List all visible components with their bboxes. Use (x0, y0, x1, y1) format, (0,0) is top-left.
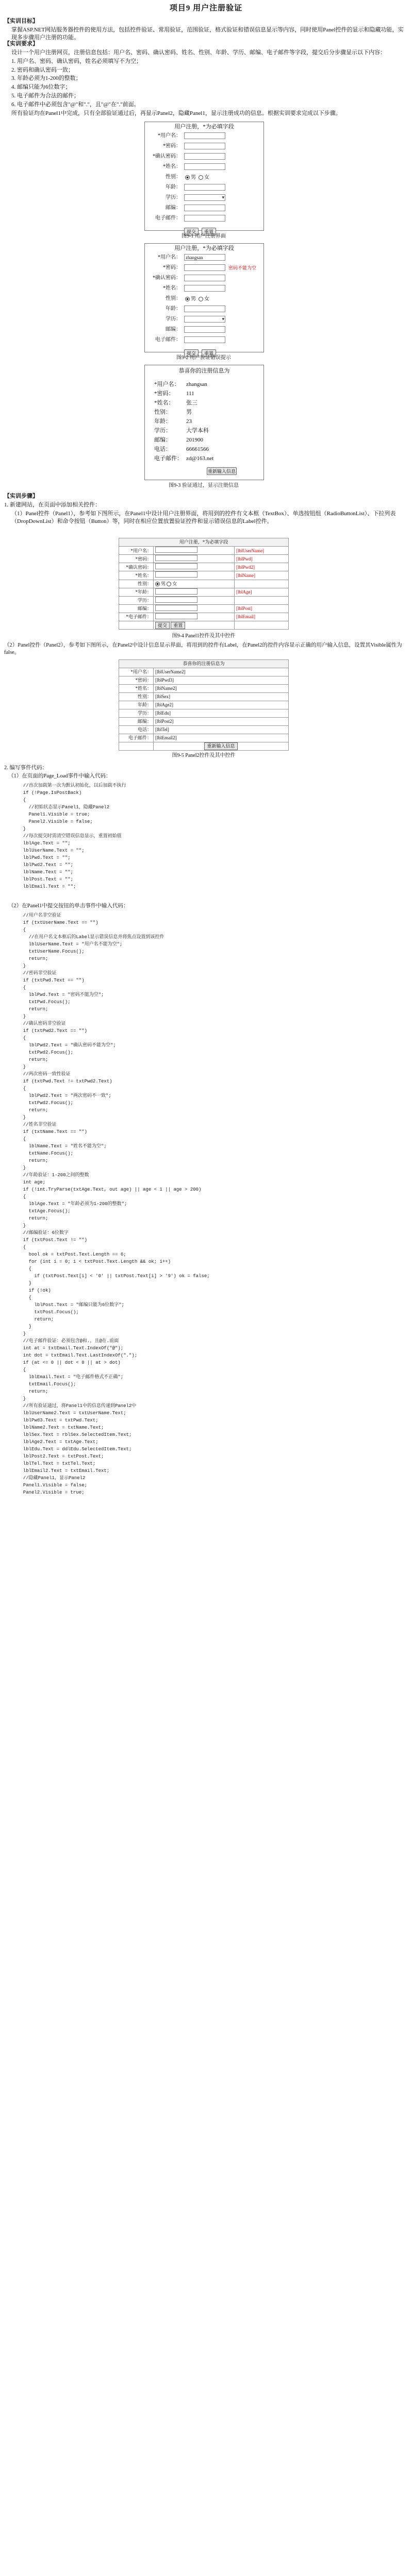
label-postcode: 邮编： (166, 327, 181, 332)
task-paragraph-2: 所有验证均在Panel1中完成，只有全部验证通过后，再显示Panel2，隐藏Panel1，显示注册成功的信息。根据实训要求完成以下步骤。 (11, 110, 341, 116)
row-label: 性别： (119, 580, 154, 588)
textbox-placeholder[interactable] (155, 571, 197, 578)
label-age: 年龄： (166, 184, 181, 190)
row-value: [lblEdu] (154, 709, 289, 718)
row-label: *姓名： (119, 685, 154, 693)
radio-male-icon[interactable] (155, 582, 160, 586)
row-value: [lblPost2] (154, 718, 289, 726)
name-input[interactable] (184, 285, 225, 292)
table-row (119, 676, 289, 685)
error-label: [lblUserName] (235, 547, 289, 555)
label-email: 电子邮件： (155, 215, 181, 221)
error-label: [lblName] (235, 571, 289, 580)
row-value: [lblEmail2] (154, 734, 289, 742)
steps-section (4, 493, 408, 526)
table-row (119, 701, 289, 709)
figure-3-success-info (144, 365, 264, 480)
row-value: [lblPwd3] (154, 676, 289, 685)
info-key: 学历： (154, 428, 171, 434)
education-select[interactable] (184, 316, 225, 323)
goal-paragraph: 掌握ASP.NET网站服务器控件的使用方法，包括控件验证、常用验证，范围验证，格式验证和错误信息显示等内容，同时使用Panel控件的显示和隐藏功能，实现多步骤用户注册的功能。 (11, 26, 404, 41)
step-2-2: （2）在Panel1中提交按钮的单击事件中输入代码： (8, 903, 129, 909)
submit-button[interactable]: 提交 (155, 622, 170, 629)
row-label: *姓名： (119, 571, 154, 580)
radio-male-label: 男 (191, 175, 196, 180)
reset-button[interactable]: 重置 (171, 622, 185, 629)
info-key: 电子邮件： (154, 455, 183, 462)
figure-4-caption: 图9-4 Panel1控件及其中控件 (172, 633, 236, 639)
task-item: 4. 邮编只能为6位数字； (11, 84, 71, 91)
age-input[interactable] (184, 306, 225, 312)
info-key: 年龄： (154, 418, 171, 425)
table-row (119, 604, 289, 613)
textbox-placeholder[interactable] (155, 563, 197, 569)
row-value: [lblUserName2] (154, 668, 289, 676)
step-1: 1. 新建网站，在页面中添加相关控件： (4, 501, 101, 508)
reset-button[interactable]: 重置 (202, 349, 216, 357)
radio-female-icon[interactable] (167, 582, 171, 586)
radio-male-icon[interactable] (185, 175, 190, 180)
label-email: 电子邮件： (155, 337, 181, 343)
figure-1-caption: 图9-1 用户注册界面 (182, 233, 226, 239)
row-label: 邮编： (119, 604, 154, 613)
confirm-password-input[interactable] (184, 275, 225, 281)
error-label: [lblAge] (235, 588, 289, 596)
label-confirm-password: *确认密码： (153, 275, 181, 281)
row-label: *电子邮件： (119, 613, 154, 621)
step-1-2: （2）Panel控件（Panel2），参考如下图所示，在Panel2中设计信息显示界面，将用到的控件有Label，在Panel2的控件内容显示正确的用户输入信息，设置其Visible属性为false。 (4, 642, 402, 656)
info-value: 111 (186, 391, 194, 397)
gender-radio-group[interactable] (185, 174, 209, 181)
table-row (119, 596, 289, 604)
table-head: 恭喜你的注册信息为 (119, 660, 289, 668)
radio-male-label: 男 (161, 581, 166, 586)
error-label: [lblPwd2] (235, 563, 289, 571)
textbox-placeholder[interactable] (155, 588, 197, 595)
radio-female-label: 女 (172, 581, 177, 586)
table-row (119, 668, 289, 676)
password-input[interactable] (184, 264, 225, 271)
panel1-design-table (119, 538, 289, 630)
error-label (235, 596, 289, 604)
error-label: [lblPwd] (235, 555, 289, 563)
info-key: 性别： (154, 409, 171, 415)
table-row (119, 580, 289, 588)
info-value: zd@163.net (186, 455, 214, 462)
task-item: 5. 电子邮件为合法的邮件； (11, 93, 79, 99)
row-label: 邮编： (119, 718, 154, 726)
form-heading: 用户注册，*为必填字段 (174, 245, 234, 251)
reenter-info-button[interactable]: 重新输入信息 (207, 467, 237, 475)
step-2: 2. 编写事件代码： (4, 765, 47, 771)
row-label: *密码： (119, 555, 154, 563)
task-item: 2. 密码和确认密码一致； (11, 66, 74, 73)
task-item: 6. 电子邮件中必须包含"@"和"."，且"@"在"."前面。 (11, 101, 140, 108)
table-row (119, 685, 289, 693)
table-head: 用户注册，*为必填字段 (119, 538, 289, 547)
email-input[interactable] (184, 336, 225, 343)
education-select[interactable] (184, 194, 225, 201)
username-input[interactable] (184, 132, 225, 139)
table-row (119, 588, 289, 596)
page-title: 项目9 用户注册验证 (169, 4, 243, 12)
label-password: *密码： (163, 265, 181, 270)
info-key: 电话： (154, 446, 171, 452)
info-value: 201900 (186, 437, 203, 443)
label-name: *姓名： (163, 164, 181, 170)
label-username: *用户名： (158, 255, 181, 260)
task-heading: 【实训要求】 (4, 41, 38, 47)
info-value: zhangsan (186, 381, 207, 387)
row-label: 性别： (119, 693, 154, 701)
submit-button[interactable]: 提交 (184, 228, 199, 235)
code-submit-click: //用户名非空验证 if (txtUserName.Text == "") { //在用户名文本框后的Label显示错误信息并将焦点设置到该控件 lblUserName.Text = "用户名不能为空"; txtUserName.Focus(); return; } //密码非空验证 if (txtPwd.Text == "") { lblPwd.Text = "密码不能为空"; txtPwd.Focus(); return; } //确认密码非空验证 if (txtPwd2.Text == "") { lblPwd2.Text = "确认密码不能为空"; txtPwd2.Focus(); return; } //两次密码一致性验证 if (txtPwd.Text != txtPwd2.Text) { lblPwd2.Text = "两次密码不一致"; txtPwd2.Focus(); return; } //姓名非空验证 if (txtName.Text == "") { lblName.Text = "姓名不能为空"; txtName.Focus(); return; } //年龄验证：1-200之间的整数 int age; if (!int.TryParse(txtAge.Text, out age) || age < 1 || age > 200) { lblAge.Text = "年龄必须为1-200的整数"; txtAge.Focus(); return; } //邮编验证：6位数字 if (txtPost.Text != "") { bool ok = txtPost.Text.Length == 6; for (int i = 0; i < txtPost.Text.Length && ok; i++) { if (txtPost.Text[i] < '0' || txtPost.Text[i] > '9') ok = false; } if (!ok) { lblPost.Text = "邮编只能为6位数字"; txtPost.Focus(); return; } } //电子邮件验证：必须包含@和.，且@在.前面 int at = txtEmail.Text.IndexOf("@"); int dot = txtEmail.Text.LastIndexOf("."); if (at <= 0 || dot < 0 || at > dot) { lblEmail.Text = "电子邮件格式不正确"; txtEmail.Focus(); return; } //所有验证通过，将Panel1中的信息传递到Panel2中 lblUserName2.Text = txtUserName.Text; lblPwd3.Text = txtPwd.Text; lblName2.Text = txtName.Text; lblSex.Text = rblSex.SelectedItem.Text; lblAge2.Text = txtAge.Text; lblEdu.Text = ddlEdu.SelectedItem.Text; lblPost2.Text = txtPost.Text; lblTel.Text = txtTel.Text; lblEmail2.Text = txtEmail.Text; //隐藏Panel1，显示Panel2 Panel1.Visible = false; Panel2.Visible = true; (23, 913, 210, 1495)
info-key: *姓名： (154, 400, 174, 406)
password-input[interactable] (184, 143, 225, 149)
radio-female-icon[interactable] (199, 175, 203, 180)
info-value: 张三 (186, 400, 197, 406)
label-name: *姓名： (163, 285, 181, 291)
table-row (119, 693, 289, 701)
label-education: 学历： (166, 195, 181, 200)
label-postcode: 邮编： (166, 205, 181, 211)
reset-button[interactable]: 重置 (202, 228, 216, 235)
figure-3-caption: 图9-3 验证通过，显示注册信息 (169, 483, 239, 488)
email-input[interactable] (184, 215, 225, 222)
task-paragraph: 设计一个用户注册网页，注册信息包括：用户名、密码、确认密码、姓名、性别、年龄、学历、邮编、电子邮件等字段，提交后分步骤显示以下内容： (11, 49, 386, 56)
username-input[interactable]: zhangsan (184, 254, 225, 261)
row-label: 年龄： (119, 701, 154, 709)
row-label: 学历： (119, 596, 154, 604)
textbox-placeholder[interactable] (155, 555, 197, 561)
error-label: [lblPost] (235, 604, 289, 613)
task-item: 3. 年龄必须为1-200的整数； (11, 75, 81, 82)
info-key: 邮编： (154, 437, 171, 443)
task-item: 1. 用户名、密码、确认密码，姓名必须填写不为空； (11, 58, 142, 64)
goal-section (4, 18, 408, 43)
info-value: 男 (186, 409, 192, 415)
info-value: 23 (186, 418, 192, 425)
label-gender: 性别： (166, 174, 181, 180)
success-heading: 恭喜你的注册信息为 (178, 368, 230, 374)
label-confirm-password: *确认密码： (153, 154, 181, 159)
gender-radio-group[interactable] (185, 296, 209, 303)
reenter-info-button[interactable]: 重新输入信息 (204, 742, 237, 750)
code-page-load: //首次加载第一次为默认初始化，以后加载不执行 if (!Page.IsPostBack) { //初始状态显示Panel1，隐藏Panel2 Panel1.Visible = true; Panel2.Visible = false; } //每次提交时需清空错误信息显示，重置初始值 lblAge.Text = ""; lblUserName.Text = ""; lblPwd.Text = ""; lblPwd2.Text = ""; lblName.Text = ""; lblPost.Text = ""; lblEmail.Text = ""; (23, 783, 126, 889)
success-list (154, 381, 257, 464)
row-label: *密码： (119, 676, 154, 685)
name-input[interactable] (184, 163, 225, 170)
goal-heading: 【实训目标】 (4, 18, 38, 24)
task-section (4, 40, 408, 118)
row-label: 电话： (119, 726, 154, 734)
step-1-1: （1）Panel控件（Panel1），参考如下图所示，在Panel1中设计用户注册界面，将用到的控件有文本框（TextBox）、单选按钮组（RadioButtonList）、下拉列表（DropDownList）和命令按钮（Button）等，同时在相应位置放置验证控件和显示错误信息的Label控件。 (11, 510, 396, 524)
radio-male-label: 男 (191, 296, 196, 302)
row-value: [lblSex] (154, 693, 289, 701)
textbox-placeholder[interactable] (155, 605, 197, 611)
radio-female-icon[interactable] (199, 297, 203, 301)
row-label: *用户名： (119, 668, 154, 676)
radio-female-label: 女 (204, 296, 209, 302)
age-input[interactable] (184, 184, 225, 191)
textbox-placeholder[interactable] (155, 613, 197, 619)
row-label: 学历： (119, 709, 154, 718)
row-label: *用户名： (119, 547, 154, 555)
password-error: 密码不能为空 (228, 265, 257, 270)
error-label (235, 580, 289, 588)
form-heading: 用户注册，*为必填字段 (174, 124, 234, 130)
radio-male-icon[interactable] (185, 297, 190, 301)
info-key: *用户名： (154, 381, 180, 387)
row-label: *年龄： (119, 588, 154, 596)
steps-heading: 【实训步骤】 (4, 493, 38, 499)
row-value: [lblTel] (154, 726, 289, 734)
table-row (119, 718, 289, 726)
label-gender: 性别： (166, 296, 181, 301)
postcode-input[interactable] (184, 326, 225, 333)
table-row (119, 726, 289, 734)
row-value: [lblAge2] (154, 701, 289, 709)
info-value: 大学本科 (186, 428, 209, 434)
figure-1-register-form (144, 122, 264, 234)
table-row (119, 555, 289, 563)
table-row (119, 734, 289, 742)
textbox-placeholder[interactable] (155, 547, 197, 553)
label-password: *密码： (163, 143, 181, 149)
table-row (119, 547, 289, 555)
table-row (119, 709, 289, 718)
confirm-password-input[interactable] (184, 153, 225, 160)
figure-2-caption: 图9-2 用户验证错误提示 (176, 355, 231, 361)
error-label: [lblEmail] (235, 613, 289, 621)
row-label: 电子邮件： (119, 734, 154, 742)
row-label: *确认密码： (119, 563, 154, 571)
table-row (119, 563, 289, 571)
label-education: 学历： (166, 316, 181, 322)
label-username: *用户名： (158, 133, 181, 139)
info-key: *密码： (154, 391, 174, 397)
figure-2-register-form-error (144, 243, 264, 356)
submit-button[interactable]: 提交 (184, 349, 199, 357)
label-age: 年龄： (166, 306, 181, 312)
radio-female-label: 女 (204, 175, 209, 180)
table-row (119, 613, 289, 621)
step-2-1: （1）在页面的Page_Load事件中输入代码： (8, 773, 111, 779)
figure-5-caption: 图9-5 Panel2控件及其中控件 (172, 753, 236, 758)
dropdown-placeholder[interactable] (155, 597, 197, 603)
info-value: 66661566 (186, 446, 209, 452)
row-value: [lblName2] (154, 685, 289, 693)
panel2-design-table (119, 659, 289, 751)
postcode-input[interactable] (184, 205, 225, 211)
table-row (119, 571, 289, 580)
